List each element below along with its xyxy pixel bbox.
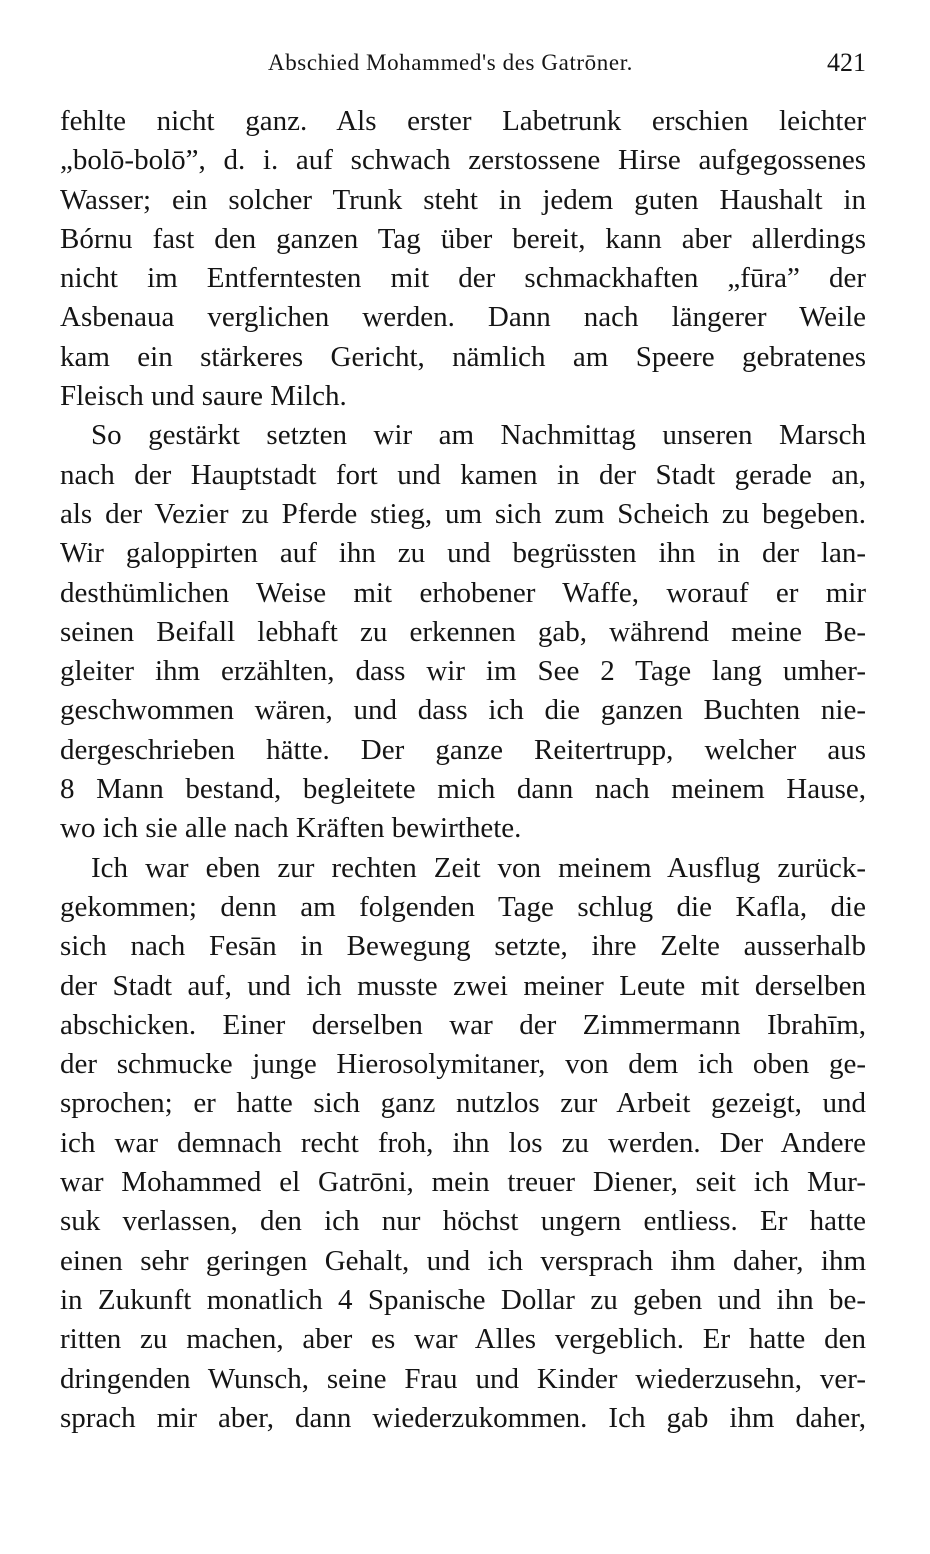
paragraph-1: [60, 102, 866, 416]
text-line: ich war demnach recht froh, ihn los zu werden. Der Andere: [60, 1126, 866, 1159]
running-head: [60, 50, 866, 82]
text-line: Asbenaua verglichen werden. Dann nach längerer Weile: [60, 301, 866, 334]
page-number: 421: [827, 48, 866, 77]
text-line: dergeschrieben hätte. Der ganze Reitertrupp, welcher aus: [60, 733, 866, 766]
text-line: fehlte nicht ganz. Als erster Labetrunk erschien leichter: [60, 105, 866, 137]
text-line: einen sehr geringen Gehalt, und ich versprach ihm daher, ihm: [60, 1244, 866, 1277]
text-line: suk verlassen, den ich nur höchst ungern entliess. Er hatte: [60, 1205, 866, 1238]
text-line: gleiter ihm erzählten, dass wir im See 2 Tage lang umher-: [60, 655, 866, 688]
text-line: dringenden Wunsch, seine Frau und Kinder wiederzusehn, ver-: [60, 1362, 866, 1395]
text-line: nicht im Entferntesten mit der schmackhaften „fūra” der: [60, 262, 866, 295]
text-line: war Mohammed el Gatrōni, mein treuer Diener, seit ich Mur-: [60, 1166, 866, 1199]
text-line: 8 Mann bestand, begleitete mich dann nach meinem Hause,: [60, 773, 866, 806]
text-line: Ich war eben zur rechten Zeit von meinem Ausflug zurück-: [91, 851, 866, 884]
text-line: So gestärkt setzten wir am Nachmittag unseren Marsch: [91, 419, 866, 452]
text-line: geschwommen wären, und dass ich die ganzen Buchten nie-: [60, 694, 866, 727]
text-line: abschicken. Einer derselben war der Zimmermann Ibrahīm,: [60, 1008, 866, 1041]
text-line: desthümlichen Weise mit erhobener Waffe, worauf er mir: [60, 576, 866, 609]
text-line: Wasser; ein solcher Trunk steht in jedem guten Haushalt in: [60, 183, 866, 216]
text-line: nach der Hauptstadt fort und kamen in der Stadt gerade an,: [60, 458, 866, 491]
body-text: [60, 102, 866, 1438]
text-line: Bórnu fast den ganzen Tag über bereit, kann aber allerdings: [60, 222, 866, 255]
text-line: der Stadt auf, und ich musste zwei meiner Leute mit derselben: [60, 969, 866, 1002]
text-line: gekommen; denn am folgenden Tage schlug die Kafla, die: [60, 890, 866, 923]
text-line: sprach mir aber, dann wiederzukommen. Ich gab ihm daher,: [60, 1401, 866, 1434]
text-line: kam ein stärkeres Gericht, nämlich am Speere gebratenes: [60, 340, 866, 373]
paragraph-2: [60, 416, 866, 848]
text-line: „bolō-bolō”, d. i. auf schwach zerstossene Hirse aufgegossenes: [60, 144, 866, 177]
text-line: Wir galoppirten auf ihn zu und begrüssten ihn in der lan-: [60, 537, 866, 570]
text-line: der schmucke junge Hierosolymitaner, von dem ich oben ge-: [60, 1048, 866, 1081]
text-line: seinen Beifall lebhaft zu erkennen gab, während meine Be-: [60, 615, 866, 648]
text-line: wo ich sie alle nach Kräften bewirthete.: [60, 812, 522, 845]
paragraph-3: [60, 849, 866, 1438]
text-line: Fleisch und saure Milch.: [60, 380, 347, 413]
text-line: sich nach Fesān in Bewegung setzte, ihre Zelte ausserhalb: [60, 930, 866, 963]
text-line: sprochen; er hatte sich ganz nutzlos zur Arbeit gezeigt, und: [60, 1087, 866, 1120]
running-title: Abschied Mohammed's des Gatrōner.: [268, 50, 634, 75]
text-line: ritten zu machen, aber es war Alles vergeblich. Er hatte den: [60, 1323, 866, 1356]
text-line: in Zukunft monatlich 4 Spanische Dollar zu geben und ihn be-: [60, 1283, 866, 1316]
text-line: als der Vezier zu Pferde stieg, um sich zum Scheich zu begeben.: [60, 497, 866, 530]
